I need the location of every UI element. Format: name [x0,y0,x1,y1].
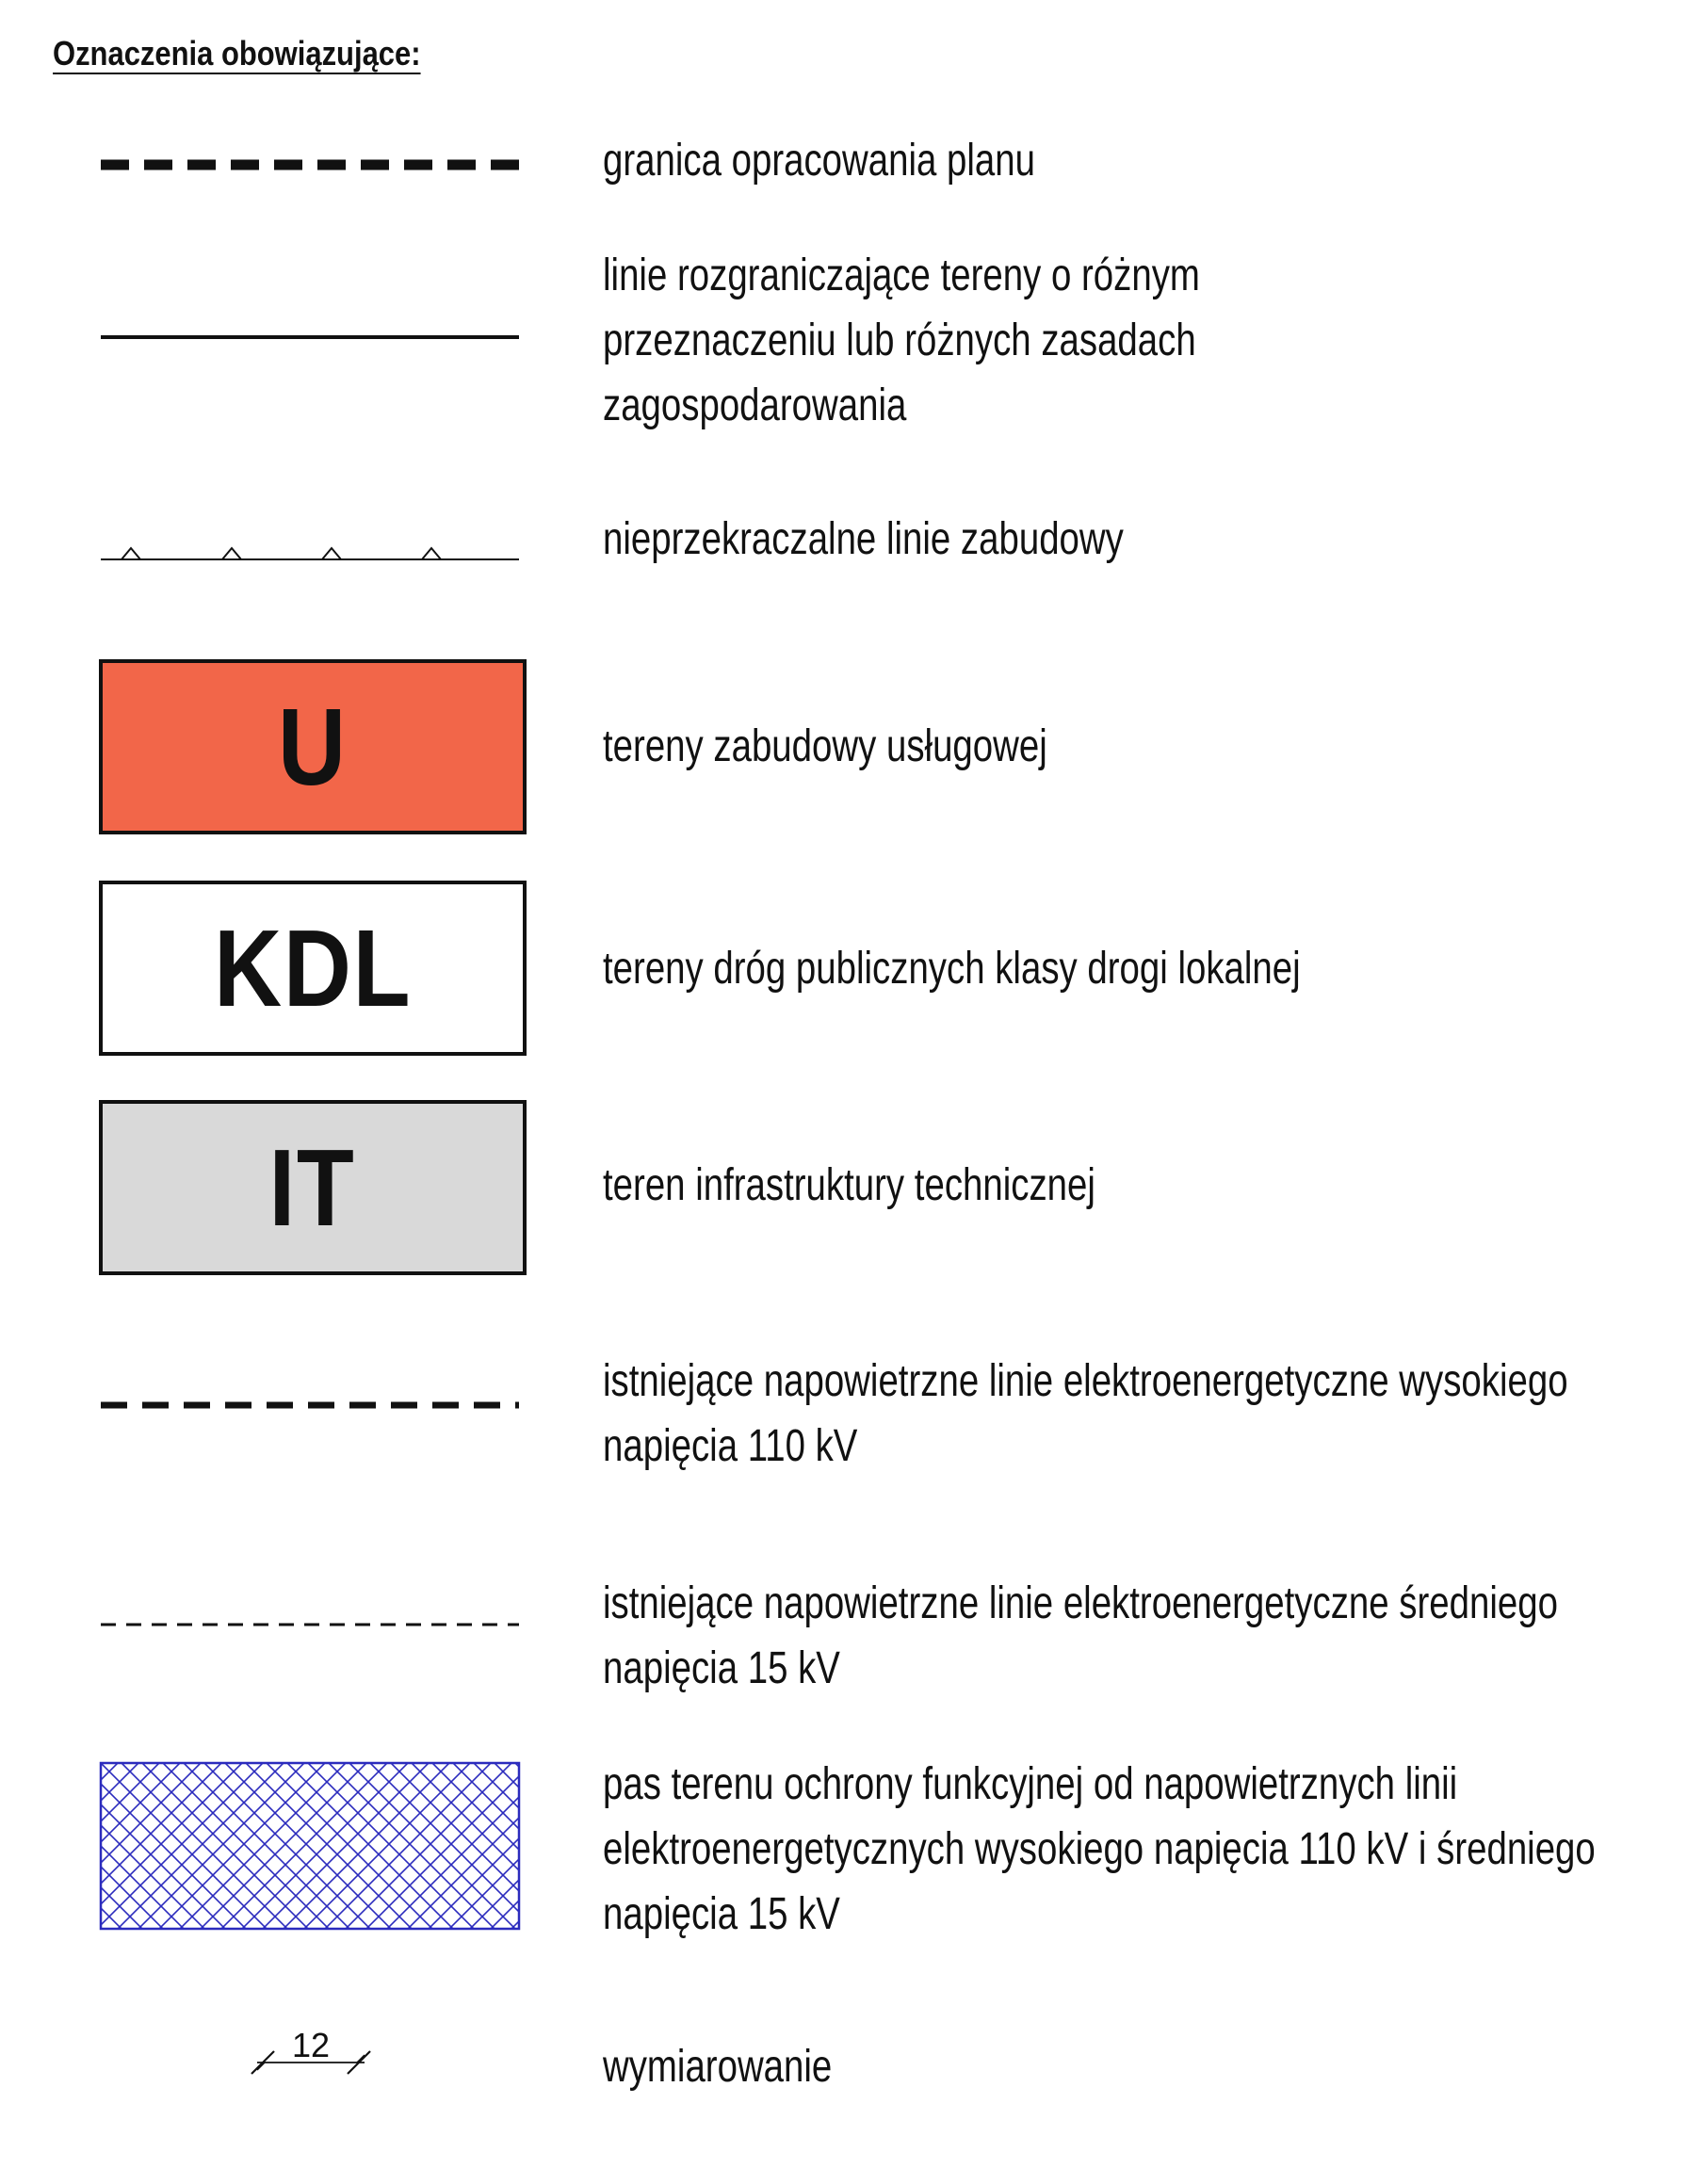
legend-desc-medium-voltage-lines: istniejące napowietrzne linie elektroenergetyczne średniego napięcia 15 kV [603,1578,1558,1693]
zone-box-kdl [99,881,527,1056]
zone-box-u [99,659,527,834]
legend-desc-local-roads: tereny dróg publicznych klasy drogi lokalnej [603,944,1301,994]
thin-dash-line-icon [99,1620,523,1629]
dimension-icon [99,2025,523,2081]
legend-desc-technical-infrastructure: teren infrastruktury technicznej [603,1160,1095,1210]
zone-box-it [99,1100,527,1275]
legend-desc-building-lines: nieprzekraczalne linie zabudowy [603,514,1124,564]
legend-desc-service-zone: tereny zabudowy usługowej [603,721,1047,771]
legend-heading: Oznaczenia obowiązujące: [53,34,421,73]
zone-label-kdl: KDL [213,907,413,1029]
legend-desc-plan-boundary: granica opracowania planu [603,136,1035,186]
dimension-value: 12 [291,2026,331,2064]
thick-dash-line-icon [99,155,523,174]
legend-desc-high-voltage-lines: istniejące napowietrzne linie elektroenergetyczne wysokiego napięcia 110 kV [603,1356,1568,1471]
medium-dash-line-icon [99,1398,523,1413]
crosshatch-box-icon [99,1761,523,1933]
building-line-icon [99,537,523,565]
legend-desc-dividing-lines: linie rozgraniczające tereny o różnym przeznaczeniu lub różnych zasadach zagospodarowania [603,251,1200,430]
zone-label-it: IT [268,1126,357,1249]
zone-label-u: U [278,686,348,808]
legend-desc-protection-zone: pas terenu ochrony funkcyjnej od napowietrznych linii elektroenergetycznych wysokiego napięcia 110 kV i średniego napięcia 15 kV [603,1759,1596,1939]
solid-line-icon [99,332,523,343]
legend-desc-dimensioning: wymiarowanie [603,2042,833,2092]
